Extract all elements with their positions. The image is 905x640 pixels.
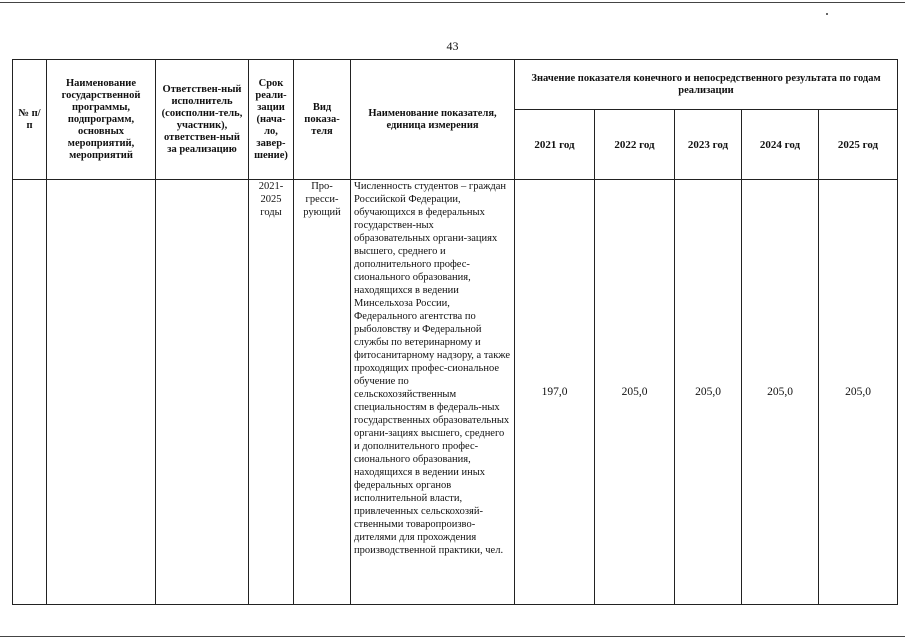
cell-value-2025: 205,0 (819, 180, 898, 605)
cell-value-2023: 205,0 (675, 180, 742, 605)
cell-responsible (156, 180, 249, 605)
cell-program (47, 180, 156, 605)
header-values-group: Значение показателя конечного и непосредственного результата по годам реализации (515, 60, 898, 110)
header-indicator: Наименование показателя, единица измерения (351, 60, 515, 180)
top-scan-edge (0, 2, 905, 3)
header-year-2022: 2022 год (595, 110, 675, 180)
cell-term: 2021-2025 годы (249, 180, 294, 605)
cell-value-2022: 205,0 (595, 180, 675, 605)
indicator-table (12, 59, 898, 605)
header-row-top (13, 60, 898, 110)
header-kind: Вид показа-теля (294, 60, 351, 180)
scan-speck (826, 13, 828, 15)
header-num: № п/п (13, 60, 47, 180)
cell-value-2024: 205,0 (742, 180, 819, 605)
header-year-2023: 2023 год (675, 110, 742, 180)
header-program: Наименование государственной программы, подпрограмм, основных мероприятий, мероприятий (47, 60, 156, 180)
header-year-2024: 2024 год (742, 110, 819, 180)
bottom-scan-edge (0, 636, 905, 637)
page-number: 43 (446, 39, 459, 53)
cell-value-2021: 197,0 (515, 180, 595, 605)
table-row (13, 180, 898, 605)
cell-indicator: Численность студентов – граждан Российской Федерации, обучающихся в федеральных государствен-ных образовательных органи-зациях высшего, среднего и дополнительного профес-сионального образования, находящихся в ведении Минсельхоза России, Федерального агентства по рыболовству и Федеральной службы по ветеринарному и фитосанитарному надзору, а также проходящих профес-сиональное обучение по сельскохозяйственным специальностям в федераль-ных государственных образовательных органи-зациях высшего, среднего и дополнительного профес-сионального образования, находящихся в ведении иных федеральных органов исполнительной власти, привлеченных сельскохозяй-ственными товаропроизво-дителями для прохождения производственной практики, чел. (351, 180, 515, 605)
header-year-2021: 2021 год (515, 110, 595, 180)
cell-kind: Про-гресси-рующий (294, 180, 351, 605)
cell-num (13, 180, 47, 605)
header-responsible: Ответствен-ный исполнитель (соисполни-тель, участник), ответствен-ный за реализацию (156, 60, 249, 180)
header-year-2025: 2025 год (819, 110, 898, 180)
header-term: Срок реали-зации (нача-ло, завер-шение) (249, 60, 294, 180)
